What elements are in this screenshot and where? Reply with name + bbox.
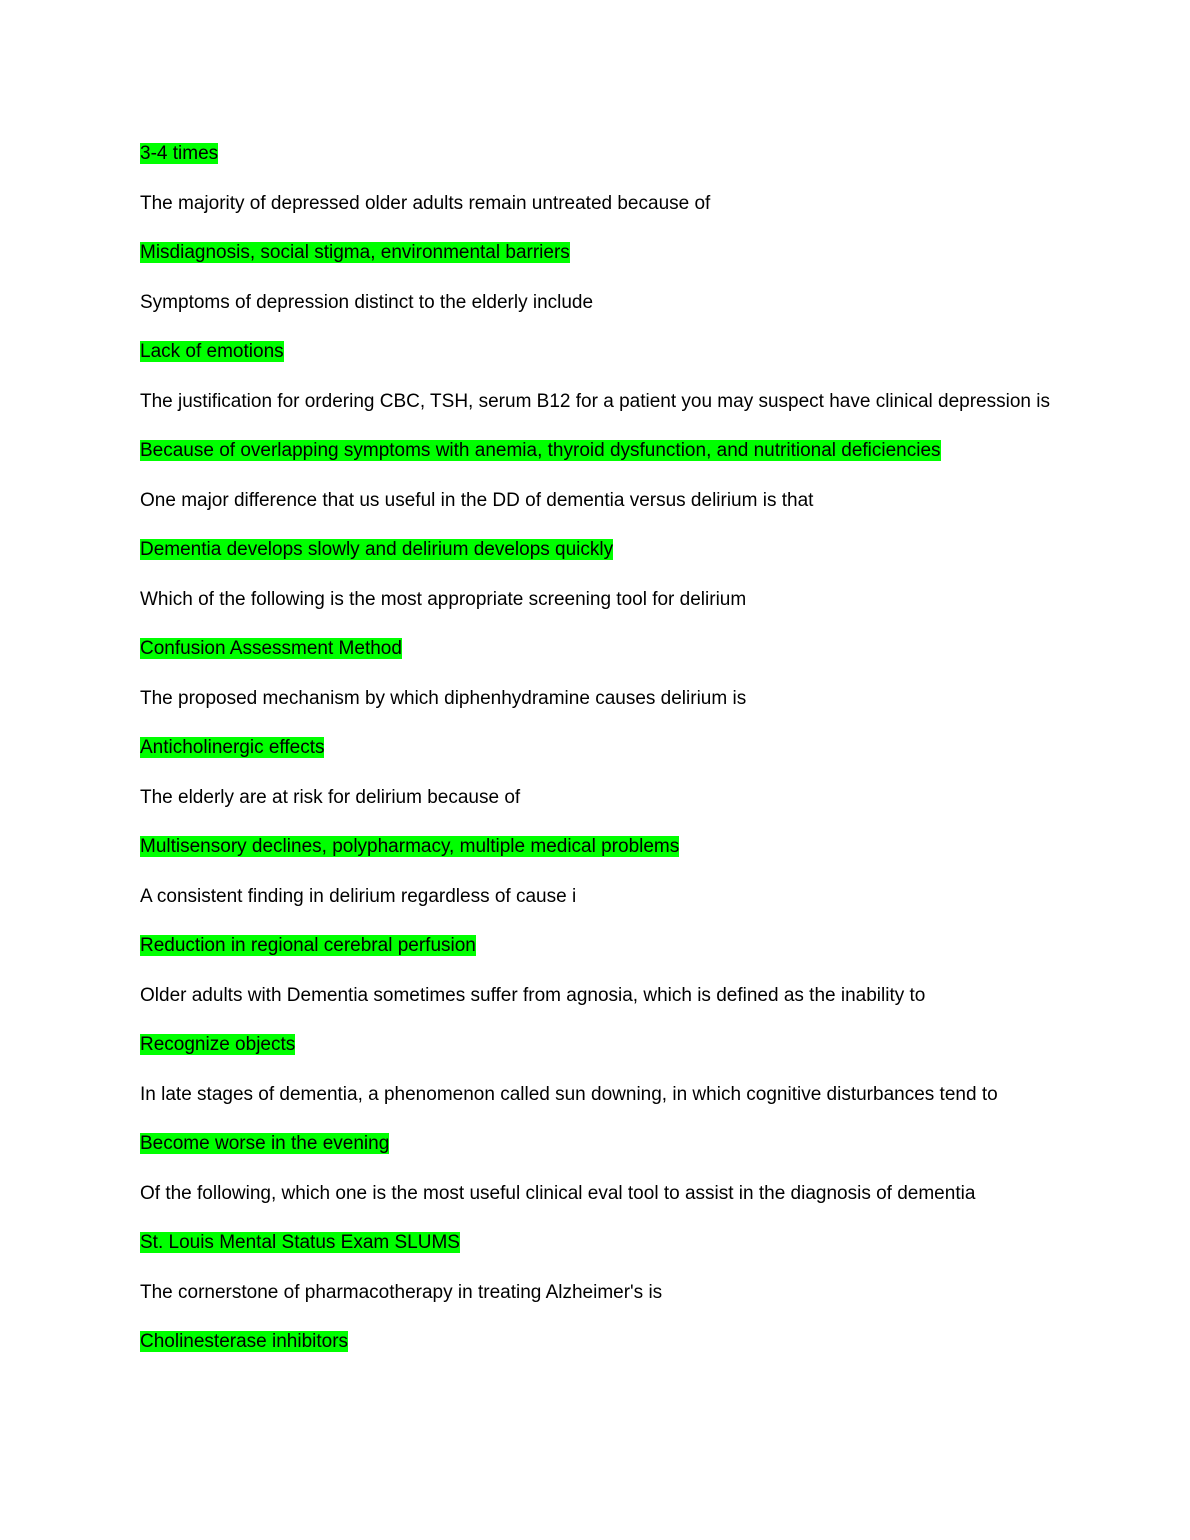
question-line: The cornerstone of pharmacotherapy in treating Alzheimer's is — [140, 1281, 663, 1303]
answer-line — [140, 1327, 1055, 1357]
answer-highlight: Multisensory declines, polypharmacy, multiple medical problems — [140, 836, 680, 857]
question-line: In late stages of dementia, a phenomenon called sun downing, in which cognitive disturbances tend to — [140, 1083, 998, 1105]
answer-line — [140, 733, 1055, 763]
answer-line — [140, 832, 1055, 862]
answer-line — [140, 436, 1055, 466]
answer-highlight: Lack of emotions — [140, 341, 284, 362]
answer-highlight: Reduction in regional cerebral perfusion — [140, 935, 476, 956]
question-line: A consistent finding in delirium regardless of cause i — [140, 885, 577, 907]
question-line: Symptoms of depression distinct to the elderly include — [140, 291, 594, 313]
answer-highlight: 3-4 times — [140, 143, 219, 164]
question-line: The proposed mechanism by which diphenhydramine causes delirium is — [140, 687, 747, 709]
answer-line — [140, 337, 1055, 367]
question-line: The justification for ordering CBC, TSH, serum B12 for a patient you may suspect have clinical depression is — [140, 390, 1050, 412]
answer-highlight: Confusion Assessment Method — [140, 638, 402, 659]
question-line: The elderly are at risk for delirium because of — [140, 786, 521, 808]
question-line: One major difference that us useful in the DD of dementia versus delirium is that — [140, 489, 814, 511]
answer-highlight: Because of overlapping symptoms with anemia, thyroid dysfunction, and nutritional deficiencies — [140, 440, 941, 461]
answer-highlight: Cholinesterase inhibitors — [140, 1331, 349, 1352]
answer-line — [140, 139, 1055, 169]
answer-highlight: Misdiagnosis, social stigma, environmental barriers — [140, 242, 570, 263]
answer-highlight: Recognize objects — [140, 1034, 296, 1055]
answer-line — [140, 634, 1055, 664]
answer-line — [140, 1030, 1055, 1060]
answer-line — [140, 535, 1055, 565]
answer-highlight: Anticholinergic effects — [140, 737, 325, 758]
answer-line — [140, 931, 1055, 961]
answer-highlight: St. Louis Mental Status Exam SLUMS — [140, 1232, 460, 1253]
answer-highlight: Dementia develops slowly and delirium develops quickly — [140, 539, 614, 560]
question-line: Which of the following is the most appropriate screening tool for delirium — [140, 588, 747, 610]
document-page — [140, 139, 1055, 1377]
question-line: Of the following, which one is the most useful clinical eval tool to assist in the diagnosis of dementia — [140, 1182, 976, 1204]
question-line: Older adults with Dementia sometimes suffer from agnosia, which is defined as the inability to — [140, 984, 926, 1006]
answer-line — [140, 238, 1055, 268]
question-line: The majority of depressed older adults remain untreated because of — [140, 192, 711, 214]
answer-line — [140, 1228, 1055, 1258]
answer-highlight: Become worse in the evening — [140, 1133, 390, 1154]
answer-line — [140, 1129, 1055, 1159]
